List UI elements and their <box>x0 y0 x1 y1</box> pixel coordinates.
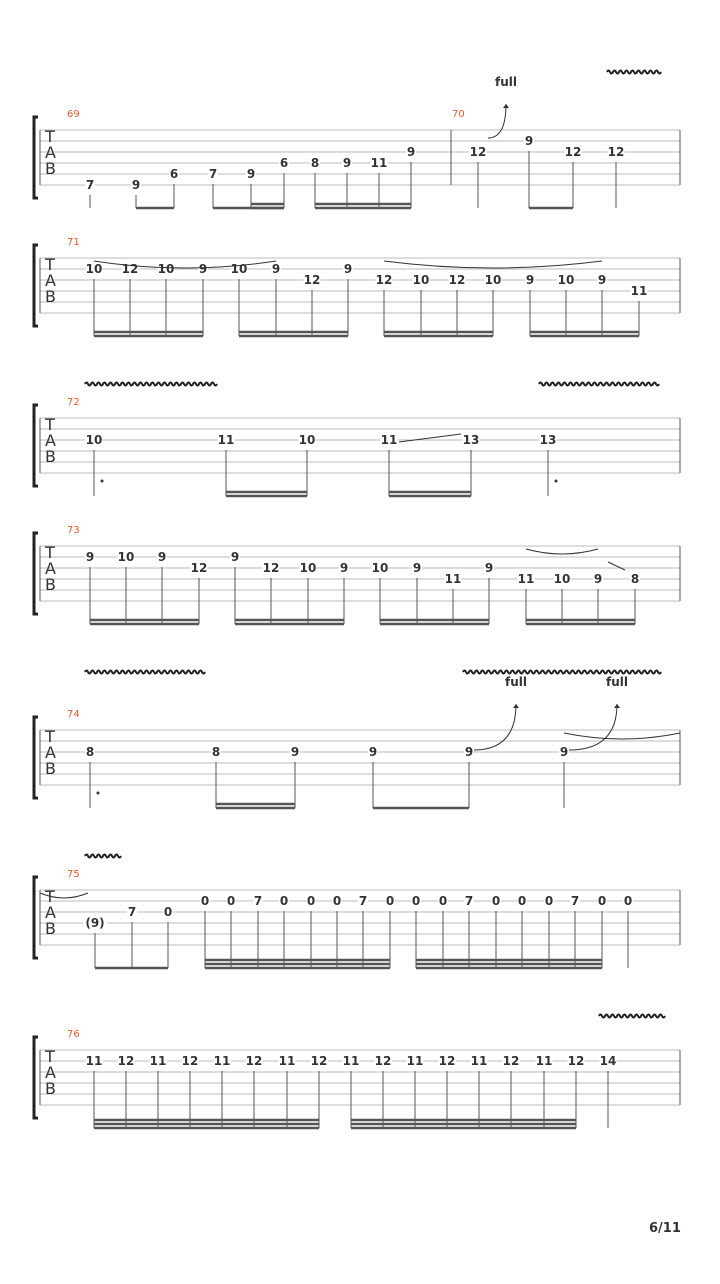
fret-number: 0 <box>517 894 527 908</box>
tab-clef-letter: T <box>45 127 55 146</box>
tie-arc <box>564 733 680 739</box>
fret-number: 8 <box>310 156 320 170</box>
fret-number: 10 <box>371 561 389 575</box>
slide-line <box>399 434 461 442</box>
fret-number: 10 <box>85 433 103 447</box>
fret-number: 11 <box>213 1054 231 1068</box>
fret-number: 9 <box>406 145 416 159</box>
tab-clef-letter: A <box>45 143 56 162</box>
fret-number: 12 <box>117 1054 135 1068</box>
fret-number: 9 <box>342 156 352 170</box>
system-bracket <box>34 877 38 958</box>
measure-number: 69 <box>67 109 80 120</box>
fret-number: 0 <box>438 894 448 908</box>
tab-clef-letter: B <box>45 919 56 938</box>
system-bracket <box>34 405 38 486</box>
fret-number: 12 <box>181 1054 199 1068</box>
fret-number: 11 <box>535 1054 553 1068</box>
fret-number: 12 <box>375 273 393 287</box>
rhythm-dot <box>97 792 100 795</box>
fret-number: 12 <box>564 145 582 159</box>
bend-arrowhead <box>503 104 509 108</box>
vibrato-mark <box>599 1015 665 1018</box>
fret-number: 8 <box>211 745 221 759</box>
fret-number: 11 <box>342 1054 360 1068</box>
fret-number: 11 <box>149 1054 167 1068</box>
system-bracket <box>34 245 38 326</box>
fret-number: 0 <box>200 894 210 908</box>
measure-number: 73 <box>67 525 80 536</box>
measure-number: 74 <box>67 709 80 720</box>
fret-number: 11 <box>278 1054 296 1068</box>
fret-number: 11 <box>380 433 398 447</box>
tab-clef-letter: T <box>45 887 55 906</box>
slide-line <box>608 562 625 570</box>
fret-number: 7 <box>570 894 580 908</box>
fret-number: 10 <box>298 433 316 447</box>
fret-number: 14 <box>599 1054 617 1068</box>
tab-clef-letter: A <box>45 743 56 762</box>
bend-curve <box>569 704 617 750</box>
tab-clef-letter: A <box>45 271 56 290</box>
fret-number: 9 <box>131 178 141 192</box>
system-bracket <box>34 117 38 198</box>
fret-number: 9 <box>593 572 603 586</box>
measure-number: 75 <box>67 869 80 880</box>
fret-number: 12 <box>262 561 280 575</box>
fret-number: 7 <box>358 894 368 908</box>
fret-number: 0 <box>332 894 342 908</box>
vibrato-mark <box>539 383 659 386</box>
fret-number: 11 <box>630 284 648 298</box>
fret-number: 12 <box>567 1054 585 1068</box>
tab-clef-letter: B <box>45 287 56 306</box>
bend-curve <box>488 104 506 138</box>
fret-number: 0 <box>163 905 173 919</box>
fret-number: 9 <box>524 134 534 148</box>
tab-clef-letter: A <box>45 903 56 922</box>
bend-curve <box>474 704 516 750</box>
rhythm-dot <box>555 480 558 483</box>
fret-number: 12 <box>245 1054 263 1068</box>
fret-number: 12 <box>502 1054 520 1068</box>
vibrato-mark <box>607 71 661 74</box>
fret-number: (9) <box>85 916 105 930</box>
measure-number: 70 <box>452 109 465 120</box>
tab-clef-letter: A <box>45 1063 56 1082</box>
fret-number: 8 <box>630 572 640 586</box>
fret-number: 12 <box>121 262 139 276</box>
tab-clef-letter: T <box>45 415 55 434</box>
fret-number: 9 <box>559 745 569 759</box>
fret-number: 0 <box>597 894 607 908</box>
fret-number: 9 <box>343 262 353 276</box>
tab-clef-letter: T <box>45 255 55 274</box>
fret-number: 0 <box>544 894 554 908</box>
fret-number: 0 <box>491 894 501 908</box>
fret-number: 12 <box>374 1054 392 1068</box>
tie-arc <box>526 549 598 554</box>
fret-number: 11 <box>370 156 388 170</box>
fret-number: 9 <box>271 262 281 276</box>
vibrato-mark <box>85 383 217 386</box>
fret-number: 9 <box>230 550 240 564</box>
fret-number: 7 <box>127 905 137 919</box>
fret-number: 11 <box>217 433 235 447</box>
fret-number: 11 <box>444 572 462 586</box>
fret-number: 10 <box>157 262 175 276</box>
fret-number: 0 <box>411 894 421 908</box>
rhythm-dot <box>101 480 104 483</box>
measure-number: 72 <box>67 397 80 408</box>
fret-number: 9 <box>85 550 95 564</box>
fret-number: 9 <box>246 167 256 181</box>
tab-clef-letter: B <box>45 447 56 466</box>
fret-number: 0 <box>226 894 236 908</box>
vibrato-mark <box>463 671 661 674</box>
tie-arc <box>384 261 602 268</box>
fret-number: 9 <box>198 262 208 276</box>
fret-number: 10 <box>553 572 571 586</box>
fret-number: 6 <box>279 156 289 170</box>
fret-number: 12 <box>607 145 625 159</box>
fret-number: 9 <box>597 273 607 287</box>
fret-number: 12 <box>448 273 466 287</box>
fret-number: 7 <box>208 167 218 181</box>
system-bracket <box>34 1037 38 1118</box>
fret-number: 10 <box>230 262 248 276</box>
fret-number: 9 <box>484 561 494 575</box>
bend-arrowhead <box>513 704 519 708</box>
vibrato-mark <box>85 671 205 674</box>
fret-number: 12 <box>469 145 487 159</box>
fret-number: 10 <box>85 262 103 276</box>
tab-clef-letter: T <box>45 727 55 746</box>
fret-number: 0 <box>385 894 395 908</box>
fret-number: 0 <box>623 894 633 908</box>
fret-number: 9 <box>368 745 378 759</box>
fret-number: 9 <box>525 273 535 287</box>
fret-number: 11 <box>406 1054 424 1068</box>
fret-number: 9 <box>464 745 474 759</box>
fret-number: 10 <box>557 273 575 287</box>
fret-number: 10 <box>117 550 135 564</box>
fret-number: 10 <box>484 273 502 287</box>
fret-number: 10 <box>299 561 317 575</box>
tab-clef-letter: B <box>45 759 56 778</box>
fret-number: 7 <box>85 178 95 192</box>
measure-number: 76 <box>67 1029 80 1040</box>
measure-number: 71 <box>67 237 80 248</box>
fret-number: 13 <box>539 433 557 447</box>
tab-clef-letter: B <box>45 575 56 594</box>
page-number: 6/11 <box>649 1221 681 1236</box>
tab-clef-letter: A <box>45 431 56 450</box>
vibrato-mark <box>85 855 121 858</box>
fret-number: 12 <box>190 561 208 575</box>
fret-number: 7 <box>464 894 474 908</box>
fret-number: 0 <box>306 894 316 908</box>
fret-number: 8 <box>85 745 95 759</box>
fret-number: 12 <box>303 273 321 287</box>
fret-number: 7 <box>253 894 263 908</box>
system-bracket <box>34 533 38 614</box>
system-bracket <box>34 717 38 798</box>
fret-number: 6 <box>169 167 179 181</box>
tab-clef-letter: T <box>45 543 55 562</box>
fret-number: 9 <box>339 561 349 575</box>
bend-label: full <box>606 675 628 689</box>
tab-clef-letter: B <box>45 1079 56 1098</box>
fret-number: 9 <box>290 745 300 759</box>
fret-number: 11 <box>517 572 535 586</box>
bend-arrowhead <box>614 704 620 708</box>
bend-label: full <box>505 675 527 689</box>
fret-number: 13 <box>462 433 480 447</box>
fret-number: 11 <box>85 1054 103 1068</box>
tab-clef-letter: B <box>45 159 56 178</box>
fret-number: 12 <box>438 1054 456 1068</box>
fret-number: 0 <box>279 894 289 908</box>
fret-number: 9 <box>412 561 422 575</box>
fret-number: 11 <box>470 1054 488 1068</box>
fret-number: 12 <box>310 1054 328 1068</box>
tab-clef-letter: T <box>45 1047 55 1066</box>
fret-number: 10 <box>412 273 430 287</box>
tab-clef-letter: A <box>45 559 56 578</box>
fret-number: 9 <box>157 550 167 564</box>
bend-label: full <box>495 75 517 89</box>
